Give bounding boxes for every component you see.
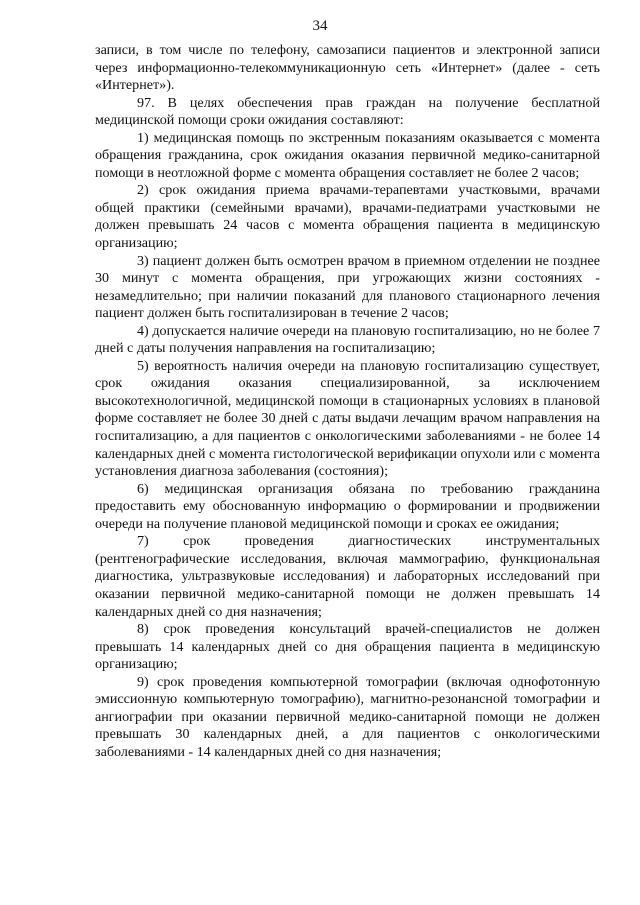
- paragraph-item-5: 5) вероятность наличия очереди на плановую госпитализацию существует, срок ожидания оказания специализированной, за исключением высокотехнологичной, медицинской помощи в стационарных условиях в плановой форме составляет не более 30 дней с даты выдачи лечащим врачом направления на госпитализацию, а для пациентов с онкологическими заболеваниями - не более 14 календарных дней с момента гистологической верификации опухоли или с момента установления диагноза заболевания (состояния);: [95, 357, 600, 480]
- page-number: 34: [312, 18, 328, 34]
- paragraph-item-1: 1) медицинская помощь по экстренным показаниям оказывается с момента обращения гражданина, срок ожидания оказания первичной медико-санитарной помощи в неотложной форме с момента обращения составляет не более 2 часов;: [95, 129, 600, 181]
- paragraph-item-4: 4) допускается наличие очереди на плановую госпитализацию, но не более 7 дней с даты получения направления на госпитализацию;: [95, 322, 600, 357]
- paragraph-item-9: 9) срок проведения компьютерной томографии (включая однофотонную эмиссионную компьютерную томографию), магнитно-резонансной томографии и ангиографии при оказании первичной медико-санитарной помощи не должен превышать 30 календарных дней, а для пациентов с онкологическими заболеваниями - 14 календарных дней со дня назначения;: [95, 673, 600, 760]
- paragraph-item-7: 7) срок проведения диагностических инструментальных (рентгенографические исследования, включая маммографию, функциональная диагностика, ультразвуковые исследования) и лабораторных исследований при оказании первичной медико-санитарной помощи не должен превышать 14 календарных дней со дня назначения;: [95, 533, 600, 620]
- paragraph-97: 97. В целях обеспечения прав граждан на получение бесплатной медицинской помощи сроки ожидания составляют:: [95, 94, 600, 129]
- paragraph-continuation: записи, в том числе по телефону, самозаписи пациентов и электронной записи через информационно-телекоммуникационную сеть «Интернет» (далее - сеть «Интернет»).: [95, 42, 600, 94]
- paragraph-item-2: 2) срок ожидания приема врачами-терапевтами участковыми, врачами общей практики (семейными врачами), врачами-педиатрами участковыми не должен превышать 24 часов с момента обращения пациента в медицинскую организацию;: [95, 182, 600, 252]
- paragraph-item-3: 3) пациент должен быть осмотрен врачом в приемном отделении не позднее 30 минут с момента обращения, при угрожающих жизни состояниях - незамедлительно; при наличии показаний для планового стационарного лечения пациент должен быть госпитализирован в течение 2 часов;: [95, 252, 600, 322]
- paragraph-item-8: 8) срок проведения консультаций врачей-специалистов не должен превышать 14 календарных дней со дня обращения пациента в медицинскую организацию;: [95, 621, 600, 673]
- document-body: [95, 42, 600, 761]
- paragraph-item-6: 6) медицинская организация обязана по требованию гражданина предоставить ему обоснованную информацию о формировании и продвижении очереди на получение плановой медицинской помощи и сроках ее ожидания;: [95, 480, 600, 532]
